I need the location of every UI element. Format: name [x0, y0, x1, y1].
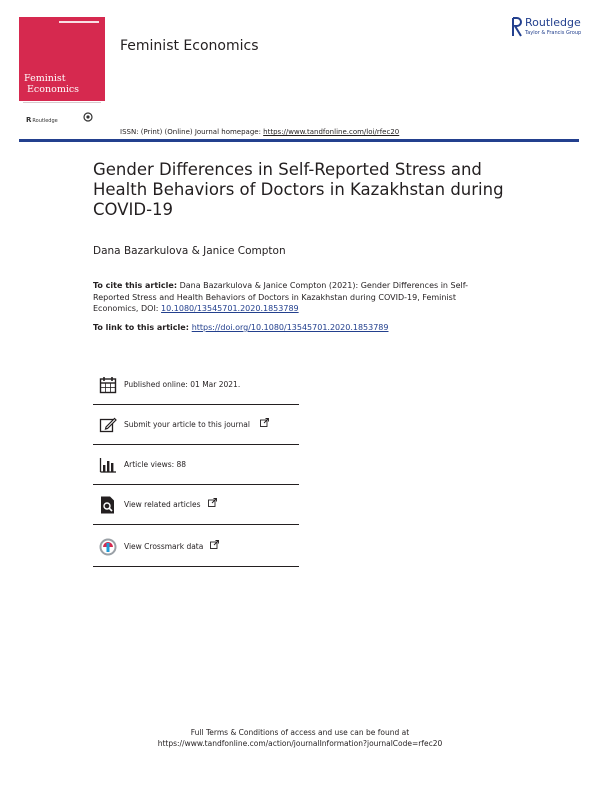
- crossmark-link[interactable]: View Crossmark data: [124, 542, 204, 551]
- submit-article-row[interactable]: [93, 405, 299, 445]
- footer-terms-link[interactable]: https://www.tandfonline.com/action/journalInformation?journalCode=rfec20: [157, 739, 443, 748]
- issn-text: ISSN: (Print) (Online) Journal homepage:: [120, 128, 264, 136]
- external-link-icon[interactable]: [210, 540, 219, 549]
- views-row: [93, 445, 299, 485]
- cover-title-line1: Feminist: [24, 73, 66, 84]
- article-link-line: [93, 323, 389, 332]
- external-link-icon[interactable]: [260, 418, 269, 427]
- header-divider: [19, 139, 579, 142]
- article-views: Article views: 88: [124, 460, 187, 469]
- footer: [0, 727, 600, 749]
- crossmark-icon: [99, 538, 117, 556]
- submit-article-link[interactable]: Submit your article to this journal: [124, 420, 250, 429]
- footer-line1: Full Terms & Conditions of access and use can be found at: [190, 728, 410, 737]
- article-title: Gender Differences in Self-Reported Stress and Health Behaviors of Doctors in Kazakhstan during COVID-19: [93, 160, 504, 219]
- related-search-icon: [99, 496, 117, 514]
- article-doi-url-link[interactable]: https://doi.org/10.1080/13545701.2020.1853789: [191, 323, 389, 332]
- journal-cover-image: [19, 17, 105, 105]
- citation-block: [93, 280, 483, 315]
- external-link-icon[interactable]: [208, 498, 217, 507]
- issn-line: [120, 128, 399, 136]
- cite-label: To cite this article:: [93, 281, 178, 290]
- publisher-subname: Taylor & Francis Group: [525, 30, 582, 36]
- routledge-r-icon: [511, 17, 523, 37]
- cover-title-line2: Economics: [27, 84, 80, 95]
- journal-title: Feminist Economics: [120, 38, 259, 54]
- related-articles-row[interactable]: [93, 485, 299, 525]
- seal-icon: [83, 112, 93, 122]
- publisher-name: Routledge: [525, 16, 581, 29]
- crossmark-row[interactable]: [93, 527, 299, 567]
- link-label: To link to this article:: [93, 323, 192, 332]
- published-row: [93, 365, 299, 405]
- cover-decoration: [59, 21, 99, 23]
- calendar-icon: [99, 376, 117, 394]
- related-articles-link[interactable]: View related articles: [124, 500, 201, 509]
- edit-icon: [99, 416, 117, 434]
- small-publisher-logo: RRoutledge: [26, 116, 58, 124]
- doi-link[interactable]: 10.1080/13545701.2020.1853789: [161, 304, 299, 313]
- bar-chart-icon: [99, 456, 117, 474]
- journal-homepage-link[interactable]: https://www.tandfonline.com/loi/rfec20: [263, 128, 400, 136]
- article-authors: Dana Bazarkulova & Janice Compton: [93, 245, 286, 257]
- cover-strip: [19, 101, 105, 105]
- cite-text: Dana Bazarkulova & Janice Compton (2021): Gender Differences in Self-Reported Stress and Health Behaviors of Doctors in Kazakhstan during COVID-19, Feminist Economics, DOI:: [93, 281, 469, 313]
- published-date: Published online: 01 Mar 2021.: [124, 380, 241, 389]
